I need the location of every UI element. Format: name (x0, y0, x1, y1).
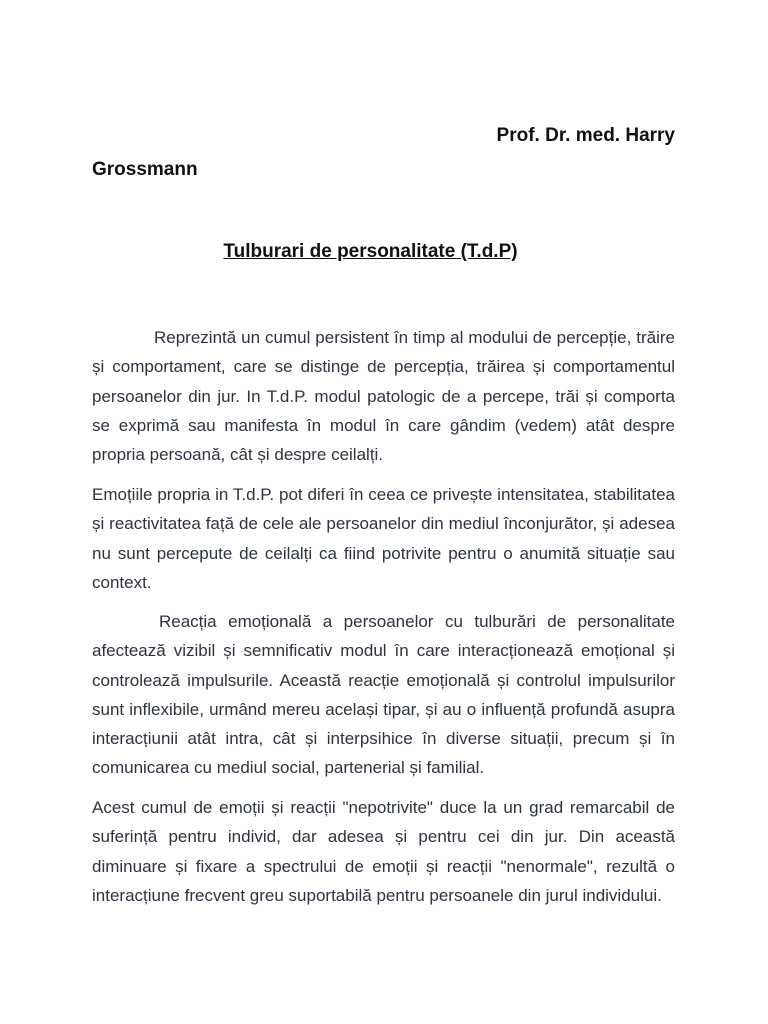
paragraph-3: Reacția emoțională a persoanelor cu tulburări de personalitate afectează vizibil și semnificativ modul în care interacționează emoțional și controlează impulsurile. Această reacție emoțională și controlul impulsurilor sunt inflexibile, urmând mereu același tipar, și au o influență profundă asupra interacțiunii atât intra, cât și interpsihice în diverse situații, precum și în comunicarea cu mediul social, partenerial și familial. (92, 612, 675, 778)
author-name-continued: Grossmann (92, 159, 198, 180)
paragraph-1: Reprezintă un cumul persistent în timp al modului de percepție, trăire și comportament, care se distinge de percepția, trăirea și comportamentul persoanelor din jur. In T.d.P. modul patologic de a percepe, trăi și comporta se exprimă sau manifesta în modul în care gândim (vedem) atât despre propria persoană, cât și despre ceilalți. (92, 328, 675, 465)
paragraph-4: Acest cumul de emoții și reacții "nepotrivite" duce la un grad remarcabil de suferință pentru individ, dar adesea și pentru cei din jur. Din această diminuare și fixare a spectrului de emoții și reacții "nenormale", rezultă o interacțiune frecvent greu suportabilă pentru persoanele din jurul individului. (92, 798, 675, 905)
author-name: Prof. Dr. med. Harry (496, 125, 675, 146)
document-title: Tulburari de personalitate (T.d.P) (223, 241, 518, 262)
paragraph-2: Emoțiile propria in T.d.P. pot diferi în ceea ce privește intensitatea, stabilitatea și reactivitatea față de cele ale persoanelor din mediul înconjurător, și adesea nu sunt percepute de ceilalți ca fiind potrivite pentru o anumită situație sau context. (92, 485, 675, 592)
